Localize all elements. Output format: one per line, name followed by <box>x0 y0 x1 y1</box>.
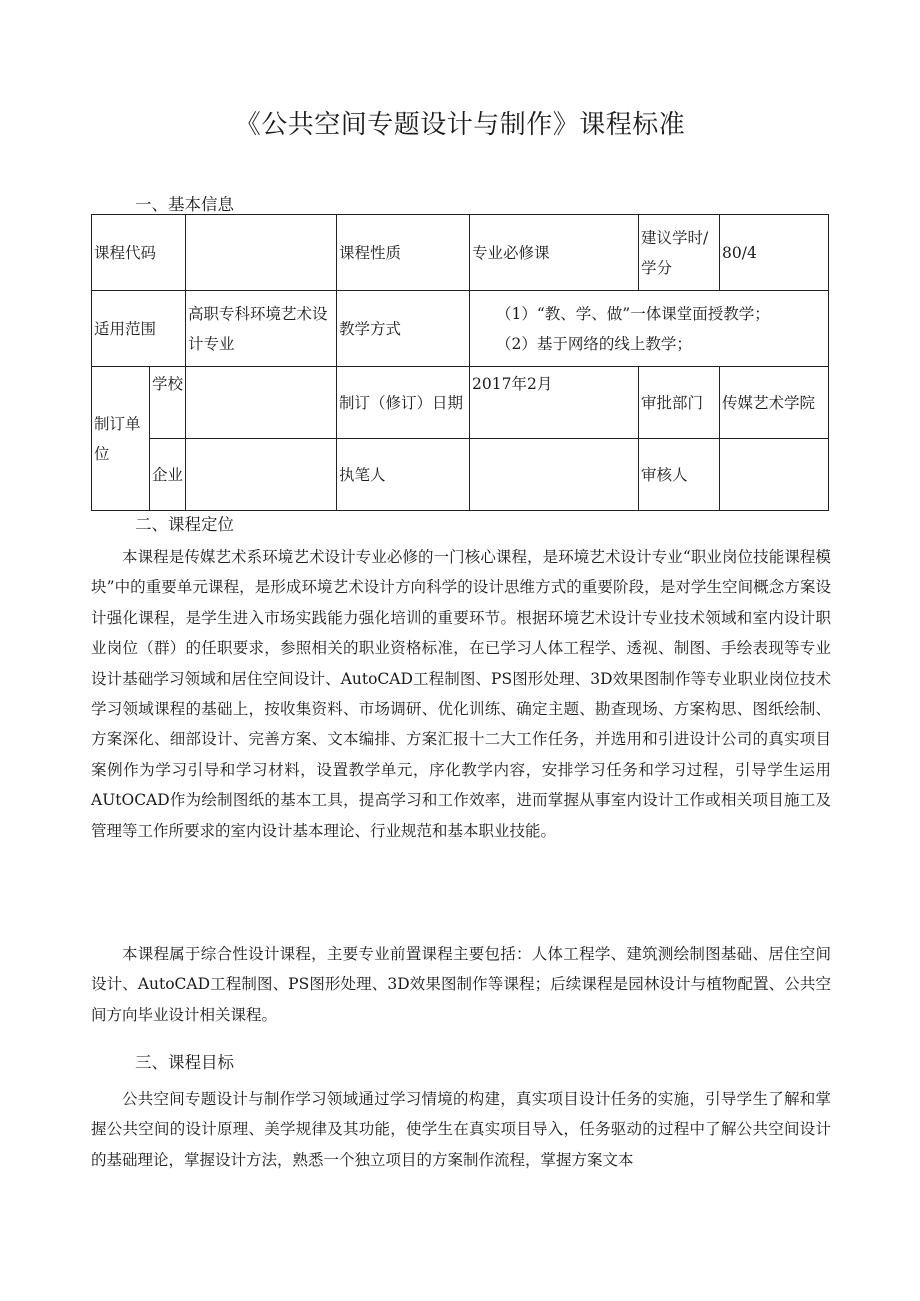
school-value <box>186 367 337 439</box>
paragraph-positioning-2: 本课程属于综合性设计课程，主要专业前置课程主要包括：人体工程学、建筑测绘制图基础、居住空间设计、AutoCAD工程制图、PS图形处理、3D效果图制作等课程；后续课程是园林设计与植物配置、公共空间方向毕业设计相关课程。 <box>91 945 831 1024</box>
hours-value: 80/4 <box>720 215 829 291</box>
hours-label: 建议学时/学分 <box>639 215 720 291</box>
method-label: 教学方式 <box>337 291 470 367</box>
method-value <box>470 291 829 367</box>
writer-label: 执笔人 <box>337 439 470 511</box>
approve-dept-value: 传媒艺术学院 <box>720 367 829 439</box>
section-heading-basic-info: 一、基本信息 <box>135 195 234 214</box>
scope-value: 高职专科环境艺术设计专业 <box>186 291 337 367</box>
course-code-label: 课程代码 <box>92 215 186 291</box>
scope-label: 适用范围 <box>92 291 186 367</box>
reviewer-label: 审核人 <box>639 439 720 511</box>
paragraph-objectives-1: 公共空间专题设计与制作学习领域通过学习情境的构建，真实项目设计任务的实施，引导学生了解和掌握公共空间的设计原理、美学规律及其功能，使学生在真实项目导入，任务驱动的过程中了解公共空间设计的基础理论，掌握设计方法，熟悉一个独立项目的方案制作流程，掌握方案文本 <box>91 1090 831 1169</box>
method-line-2: （2）基于网络的线上教学； <box>496 334 692 353</box>
course-nature-label: 课程性质 <box>337 215 470 291</box>
revise-date-value: 2017年2月 <box>470 367 639 439</box>
section-heading-positioning: 二、课程定位 <box>135 515 234 534</box>
course-nature-value: 专业必修课 <box>470 215 639 291</box>
reviewer-value <box>720 439 829 511</box>
unit-label: 制订单位 <box>92 367 150 511</box>
revise-date-label: 制订（修订）日期 <box>337 367 470 439</box>
enterprise-label: 企业 <box>150 439 186 511</box>
section-heading-objectives: 三、课程目标 <box>135 1053 234 1072</box>
paragraph-positioning-1: 本课程是传媒艺术系环境艺术设计专业必修的一门核心课程，是环境艺术设计专业“职业岗位技能课程模块”中的重要单元课程，是形成环境艺术设计方向科学的设计思维方式的重要阶段，是对学生空间概念方案设计强化课程，是学生进入市场实践能力强化培训的重要环节。根据环境艺术设计专业技术领域和室内设计职业岗位（群）的任职要求，参照相关的职业资格标准，在已学习人体工程学、透视、制图、手绘表现等专业设计基础学习领域和居住空间设计、AutoCAD工程制图、PS图形处理、3D效果图制作等专业职业岗位技术学习领域课程的基础上，按收集资料、市场调研、优化训练、确定主题、勘查现场、方案构思、图纸绘制、方案深化、细部设计、完善方案、文本编排、方案汇报十二大工作任务，并选用和引进设计公司的真实项目案例作为学习引导和学习材料，设置教学单元，序化教学内容，安排学习任务和学习过程，引导学生运用AUtOCAD作为绘制图纸的基本工具，提高学习和工作效率，进而掌握从事室内设计工作或相关项目施工及管理等工作所要求的室内设计基本理论、行业规范和基本职业技能。 <box>91 548 831 840</box>
approve-dept-label: 审批部门 <box>639 367 720 439</box>
enterprise-value <box>186 439 337 511</box>
page-title: 《公共空间专题设计与制作》课程标准 <box>234 110 686 140</box>
method-line-1: （1）“教、学、做”一体课堂面授教学； <box>496 304 770 323</box>
writer-value <box>470 439 639 511</box>
course-code-value <box>186 215 337 291</box>
school-label: 学校 <box>150 367 186 439</box>
basic-info-table <box>91 214 829 511</box>
